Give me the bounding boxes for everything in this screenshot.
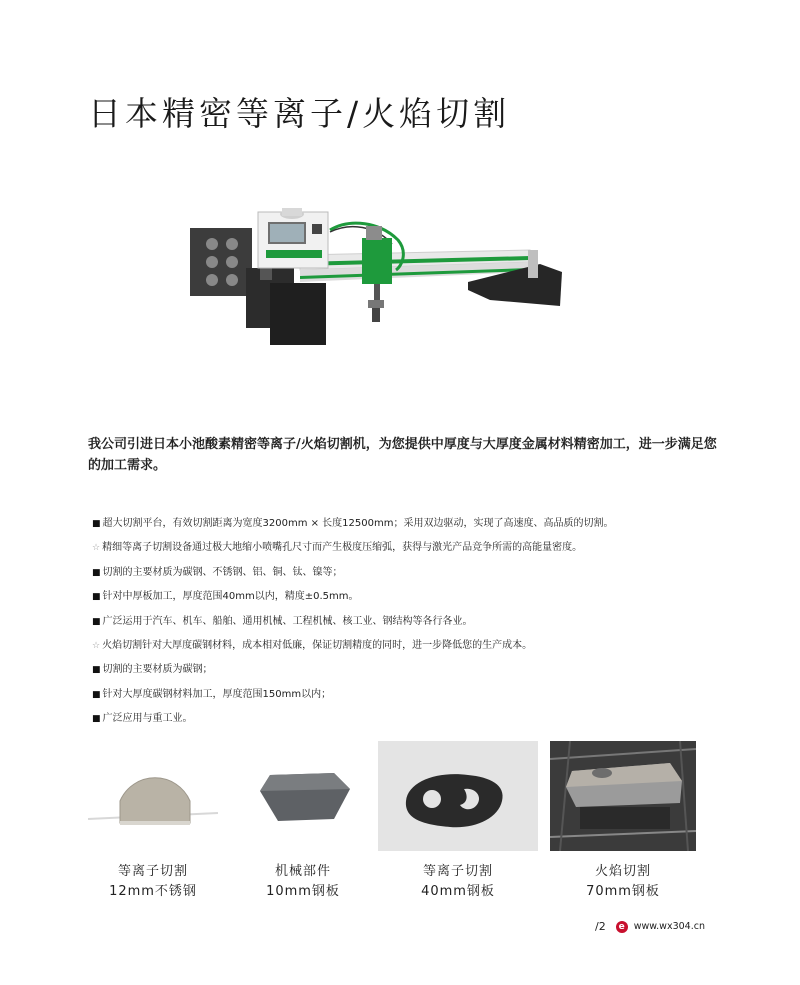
square-bullet-icon: ■ [92,616,101,627]
square-bullet-icon: ■ [92,592,101,603]
page-number: /2 [595,920,606,933]
square-bullet-icon: ■ [92,567,101,578]
square-bullet-icon: ■ [92,689,101,700]
star-bullet-icon: ☆ [92,640,101,651]
feature-item: ■ 广泛应用与重工业。 [92,713,193,725]
feature-item: ■ 针对中厚板加工，厚度范围40mm以内，精度±0.5mm。 [92,591,359,603]
feature-item: ■ 切割的主要材质为碳钢、不锈钢、铝、铜、钛、镍等； [92,566,343,578]
star-bullet-icon: ☆ [92,543,101,554]
square-bullet-icon: ■ [92,519,101,529]
sample-caption: 火焰切割 70mm钢板 [586,864,660,899]
square-bullet-icon: ■ [92,665,101,676]
site-logo-icon: e [616,921,628,933]
torch-carriage [362,238,392,284]
sample-caption: 等离子切割 12mm不锈钢 [109,864,197,899]
sample-caption: 等离子切割 40mm钢板 [421,864,495,899]
intro-paragraph: 我公司引进日本小池酸素精密等离子/火焰切割机，为您提供中厚度与大厚度金属材料精密加工，进一步满足您的加工需求。 [88,437,717,473]
feature-item: ■ 切割的主要材质为碳钢； [92,664,213,676]
sample-photo-machine-part [238,741,368,851]
feature-item: ☆ 精细等离子切割设备通过极大地缩小喷嘴孔尺寸而产生极度压缩弧，获得与激光产品竞争所需的高能量密度。 [92,542,583,554]
feature-list [92,518,613,738]
sample-photo-flame-70mm [550,741,696,851]
feature-item: ■ 广泛运用于汽车、机车、船舶、通用机械、工程机械、核工业、钢结构等各行各业。 [92,615,473,627]
feature-item: ☆ 火焰切割针对大厚度碳钢材料，成本相对低廉，保证切割精度的同时，进一步降低您的生产成本。 [92,639,533,651]
sample-photo-stainless [88,741,218,851]
left-leg-block [270,283,326,345]
page-title: 日本精密等离子/火焰切割 [88,94,511,133]
square-bullet-icon: ■ [92,714,101,725]
website-link[interactable]: www.wx304.cn [633,921,705,932]
sample-photo-plasma-40mm [378,741,538,851]
cutting-machine-image [0,0,800,360]
control-cabinet [190,228,252,296]
feature-item: ■ 针对大厚度碳钢材料加工，厚度范围150mm以内； [92,688,332,700]
feature-item: ■ 超大切割平台，有效切割距离为宽度3200mm × 长度12500mm；采用双边驱动，实现了高速度、高品质的切割。 [92,518,614,529]
page-footer [595,920,705,933]
sample-caption: 机械部件 10mm钢板 [266,864,340,899]
